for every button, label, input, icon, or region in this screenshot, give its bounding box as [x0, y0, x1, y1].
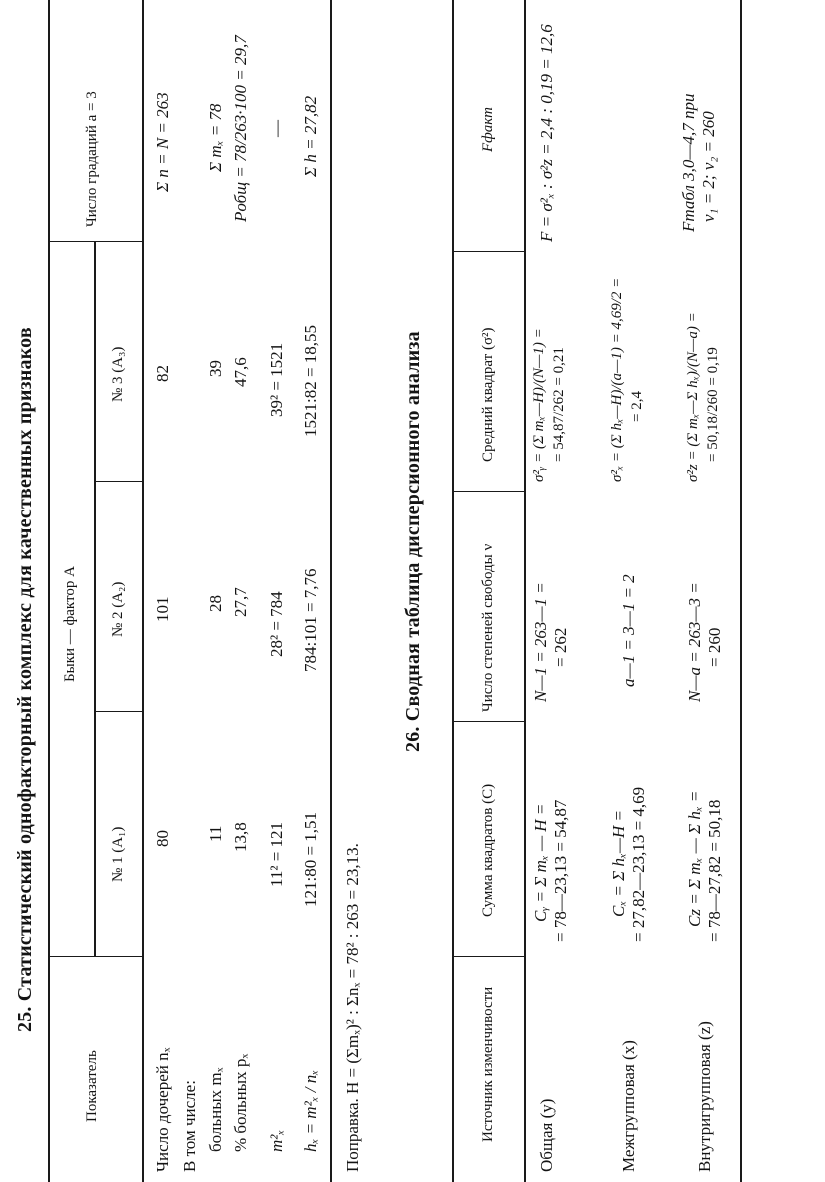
t25-bull1-daughters: 80 — [153, 830, 172, 847]
t25-header-gradations: Число градаций a = 3 — [84, 91, 100, 227]
t26-row-between-c2: = 27,82—23,13 = 4,69 — [629, 786, 648, 942]
t26-row-between-source: Межгрупповая (x) — [619, 1040, 638, 1172]
t25-total-m: Σ mₓ = 78 — [206, 103, 225, 172]
t25-bottom-rule — [330, 0, 332, 1182]
t26-row-total-c2: = 78—23,13 = 54,87 — [551, 799, 570, 942]
t25-bull1-m-squared: 11² = 121 — [267, 821, 286, 887]
t26-row-total-s2: = 54,87/262 = 0,21 — [551, 347, 567, 462]
t26-row-between-v1: a—1 = 3—1 = 2 — [619, 574, 638, 687]
t25-bull2-m-squared: 28² = 784 — [267, 591, 286, 657]
t26-row-total-source: Общая (y) — [537, 1098, 556, 1172]
t26-row-total-c1: Cᵧ = Σ mₓ — H = — [531, 803, 550, 922]
t25-total-m-squared: — — [267, 120, 286, 137]
t26-divider — [452, 491, 524, 492]
t25-bull1-sick: 11 — [206, 825, 225, 842]
t26-row-total-v1: N—1 = 263—1 = — [531, 582, 550, 702]
t25-divider — [94, 711, 142, 712]
t25-header-factor: Быки — фактор A — [62, 566, 78, 682]
t25-bull3-m-squared: 39² = 1521 — [267, 342, 286, 417]
t26-header-source: Источник изменчивости — [480, 986, 496, 1142]
t26-row-total-v2: = 262 — [551, 627, 570, 667]
t26-row-between-s2: = 2,4 — [629, 391, 645, 422]
t26-row-between-s1: σ²ₓ = (Σ hₓ—H)/(a—1) = 4,69/2 = — [609, 277, 625, 482]
t26-row-within-c2: = 78—27,82 = 50,18 — [705, 799, 724, 942]
t25-bull1-h: 121:80 = 1,51 — [301, 811, 320, 907]
t25-header-indicator: Показатель — [84, 1050, 100, 1122]
t25-row-h: hₓ = m²ₓ / nₓ — [301, 1069, 320, 1152]
t26-divider — [452, 251, 524, 252]
t25-bull3-h: 1521:82 = 18,55 — [301, 324, 320, 437]
t26-row-within-f-dof: ν₁ = 2; ν₂ = 260 — [699, 111, 718, 222]
t26-row-between-c1: Cₓ = Σ hₓ—H = — [609, 810, 628, 917]
t26-bottom-rule — [740, 0, 742, 1182]
t25-header-bottom-rule — [142, 0, 144, 1182]
t25-divider — [94, 481, 142, 482]
t26-header-mean-square: Средний квадрат (σ²) — [480, 327, 496, 462]
t25-bull2-sick: 28 — [206, 595, 225, 612]
t25-bull3-sick: 39 — [206, 360, 225, 377]
t26-row-within-c1: Cz = Σ mₓ — Σ hₓ = — [685, 790, 704, 927]
t25-row-percent: % больных pₓ — [231, 1053, 250, 1152]
t26-header-f: Fфакт — [480, 107, 496, 152]
t25-divider — [48, 241, 142, 242]
t26-row-within-s1: σ²z = (Σ mₓ—Σ hₓ)/(N—a) = — [685, 312, 701, 482]
t25-bull1-percent: 13,8 — [231, 822, 250, 852]
t25-bull2-daughters: 101 — [153, 596, 172, 622]
t25-row-including: В том числе: — [180, 1080, 199, 1172]
t25-divider — [48, 956, 142, 957]
t25-row-daughters: Число дочерей nₓ — [153, 1047, 172, 1172]
t26-row-within-v1: N—a = 263—3 = — [685, 582, 704, 702]
t25-top-rule — [48, 0, 50, 1182]
t26-row-within-v2: = 260 — [705, 627, 724, 667]
t25-header-bull-1: № 1 (A₁) — [110, 826, 126, 882]
t25-total-p: Pобщ = 78/263·100 = 29,7 — [231, 35, 250, 222]
t25-row-sick: больных mₓ — [206, 1067, 225, 1152]
t25-header-bull-2: № 2 (A₂) — [110, 581, 126, 637]
t26-top-rule — [452, 0, 454, 1182]
t25-bull3-daughters: 82 — [153, 365, 172, 382]
t25-subheader-rule — [94, 242, 96, 957]
table-26-title: 26. Сводная таблица дисперсионного анализа — [402, 331, 424, 752]
t25-bull2-h: 784:101 = 7,76 — [301, 568, 320, 672]
t26-row-total-f: F = σ²ₓ : σ²z = 2,4 : 0,19 = 12,6 — [537, 24, 556, 242]
t25-bull2-percent: 27,7 — [231, 587, 250, 617]
table-25-title: 25. Статистический однофакторный комплекс для качественных признаков — [14, 327, 36, 1032]
t25-total-h: Σ h = 27,82 — [301, 95, 320, 177]
t25-header-bull-3: № 3 (A₃) — [110, 346, 126, 402]
t25-bull3-percent: 47,6 — [231, 357, 250, 387]
t26-row-within-s2: = 50,18/260 = 0,19 — [705, 347, 721, 462]
t25-total-n: Σ n = N = 263 — [153, 92, 172, 192]
t26-row-within-f-table: Fтабл 3,0—4,7 при — [679, 93, 698, 232]
t26-divider — [452, 721, 524, 722]
t26-header-bottom-rule — [524, 0, 526, 1182]
t26-header-dof: Число степеней свободы ν — [480, 543, 496, 712]
t26-row-total-s1: σ²ᵧ = (Σ mₓ—H)/(N—1) = — [531, 328, 547, 482]
t26-row-within-source: Внутригрупповая (z) — [695, 1021, 714, 1172]
t25-correction-note: Поправка. H = (Σmₓ)² : Σnₓ = 78² : 263 = 23,13. — [343, 843, 362, 1172]
t26-header-sum-squares: Сумма квадратов (C) — [480, 783, 496, 917]
t26-divider — [452, 956, 524, 957]
t25-row-m-squared: m²ₓ — [267, 1129, 286, 1152]
